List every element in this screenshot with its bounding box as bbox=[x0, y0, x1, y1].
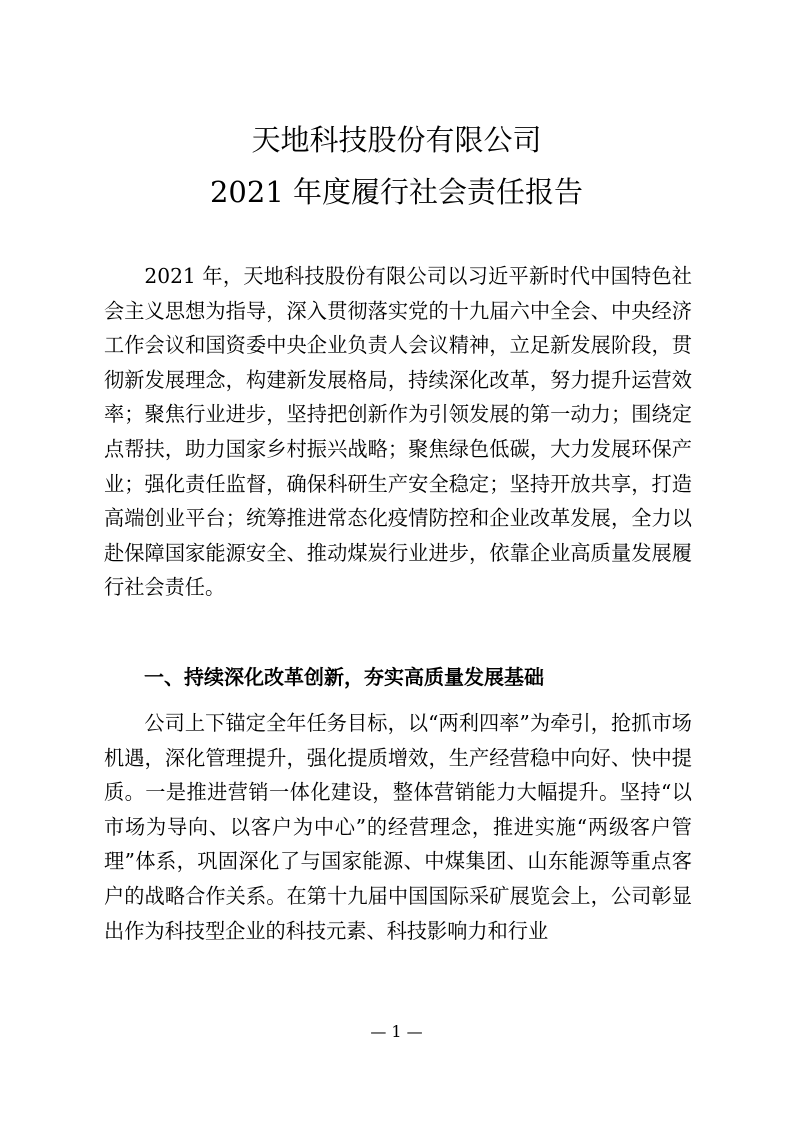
page-number: — 1 — bbox=[370, 1022, 423, 1041]
section-paragraph: 公司上下锚定全年任务目标，以“两利四率”为牵引，抢抓市场机遇，深化管理提升，强化提质增效，生产经营稳中向好、快中提质。一是推进营销一体化建设，整体营销能力大幅提升。坚持“以市场为导向、以客户为中心”的经营理念，推进实施“两级客户管理”体系，巩固深化了与国家能源、中煤集团、山东能源等重点客户的战略合作关系。在第十九届中国国际采矿展览会上，公司彰显出作为科技型企业的科技元素、科技影响力和行业 bbox=[104, 711, 692, 943]
report-title-year: 2021 年度履行社会责任报告 bbox=[209, 175, 584, 209]
intro-paragraph: 2021 年，天地科技股份有限公司以习近平新时代中国特色社会主义思想为指导，深入贯彻落实党的十九届六中全会、中央经济工作会议和国资委中央企业负责人会议精神，立足新发展阶段，贯彻新发展理念，构建新发展格局，持续深化改革，努力提升运营效率；聚焦行业进步，坚持把创新作为引领发展的第一动力；围绕定点帮扶，助力国家乡村振兴战略；聚焦绿色低碳，大力发展环保产业；强化责任监督，确保科研生产安全稳定；坚持开放共享，打造高端创业平台；统筹推进常态化疫情防控和企业改革发展，全力以赴保障国家能源安全、推动煤炭行业进步，依靠企业高质量发展履行社会责任。 bbox=[104, 264, 692, 600]
report-title-company: 天地科技股份有限公司 bbox=[251, 123, 542, 157]
section-heading: 一、持续深化改革创新，夯实高质量发展基础 bbox=[144, 665, 544, 689]
